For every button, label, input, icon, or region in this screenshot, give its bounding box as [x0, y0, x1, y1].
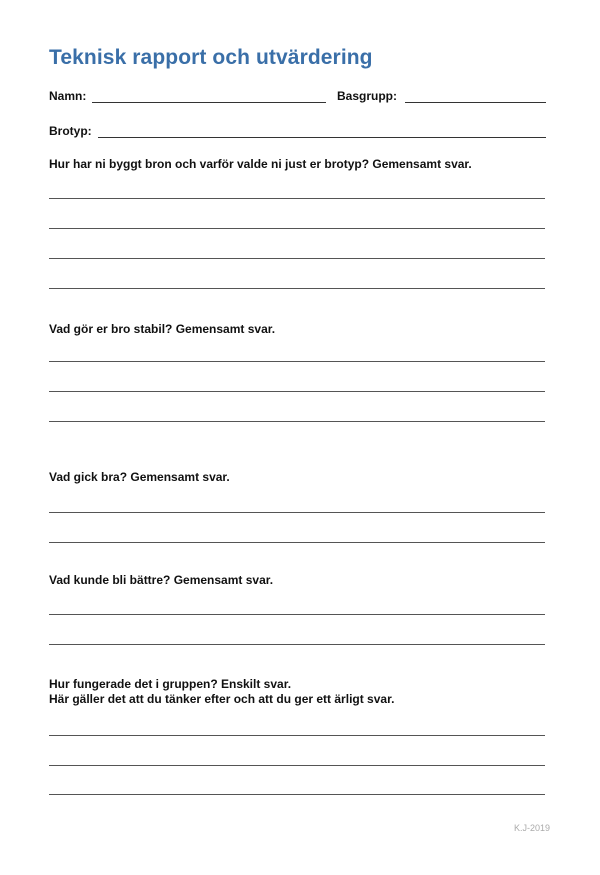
answer-line[interactable]	[49, 794, 545, 795]
answer-line[interactable]	[49, 198, 545, 199]
answer-line[interactable]	[49, 765, 545, 766]
answer-line[interactable]	[49, 735, 545, 736]
question-3: Vad gick bra? Gemensamt svar.	[49, 470, 230, 484]
answer-line[interactable]	[49, 644, 545, 645]
answer-line[interactable]	[49, 361, 545, 362]
question-5-note: Här gäller det att du tänker efter och att du ger ett ärligt svar.	[49, 692, 395, 706]
answer-line[interactable]	[49, 614, 545, 615]
question-5: Hur fungerade det i gruppen? Enskilt svar.	[49, 677, 292, 691]
answer-line[interactable]	[49, 228, 545, 229]
answer-line[interactable]	[49, 512, 545, 513]
question-2: Vad gör er bro stabil? Gemensamt svar.	[49, 322, 276, 336]
question-4: Vad kunde bli bättre? Gemensamt svar.	[49, 573, 274, 587]
group-label: Basgrupp:	[337, 89, 397, 103]
answer-line[interactable]	[49, 542, 545, 543]
answer-line[interactable]	[49, 391, 545, 392]
answer-line[interactable]	[49, 288, 545, 289]
answer-line[interactable]	[49, 258, 545, 259]
question-1: Hur har ni byggt bron och varför valde ni just er brotyp? Gemensamt svar.	[49, 157, 472, 171]
group-field[interactable]	[405, 102, 546, 103]
footer-credit: K.J-2019	[514, 823, 551, 833]
page-title: Teknisk rapport och utvärdering	[49, 46, 373, 69]
bridge-type-field[interactable]	[98, 137, 546, 138]
name-label: Namn:	[49, 89, 87, 103]
name-field[interactable]	[92, 102, 326, 103]
bridge-type-label: Brotyp:	[49, 124, 92, 138]
answer-line[interactable]	[49, 421, 545, 422]
